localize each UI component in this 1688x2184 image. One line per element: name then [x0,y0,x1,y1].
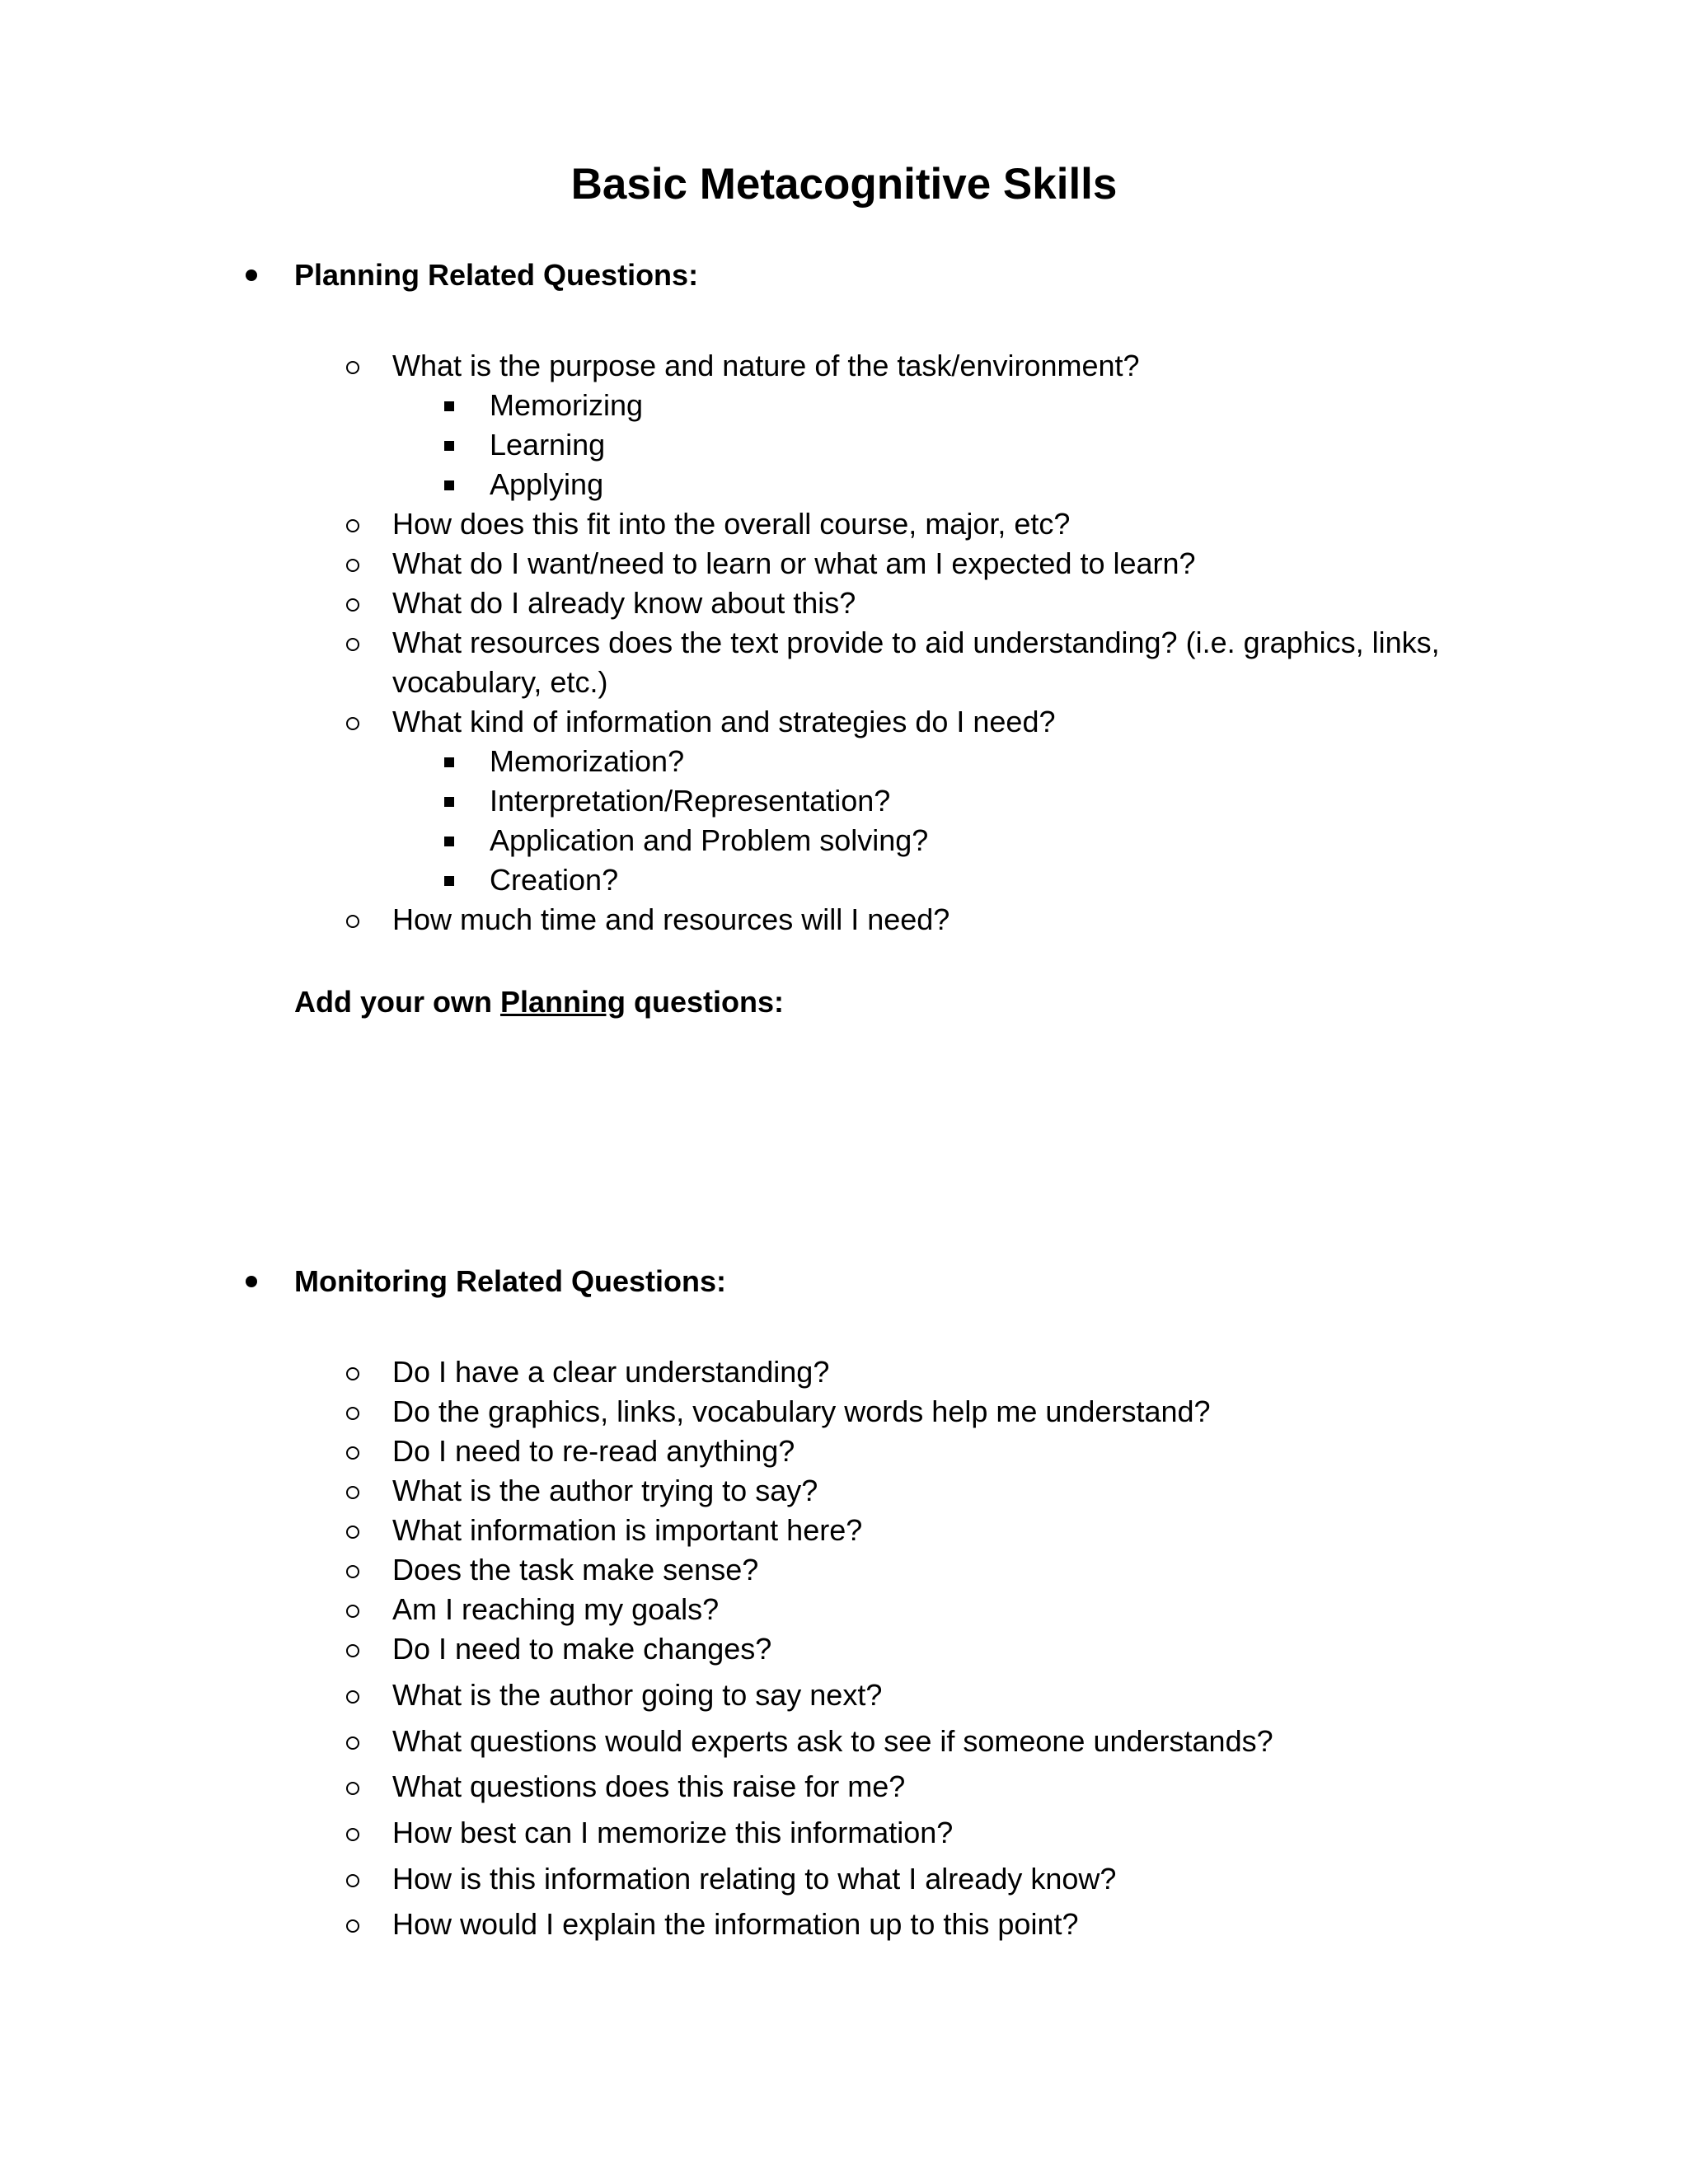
bullet-icon [246,1276,257,1287]
sub-list-item: Learning [0,425,1688,465]
circle-bullet-icon [346,519,359,532]
sub-list-item: Creation? [0,860,1688,900]
circle-bullet-icon [346,1565,359,1578]
square-bullet-icon [444,837,454,846]
list-item: How does this fit into the overall course, major, etc? [0,504,1688,544]
circle-bullet-icon [346,717,359,730]
circle-bullet-icon [346,1605,359,1618]
monitoring-heading: Monitoring Related Questions: [294,1264,727,1298]
bullet-icon [246,269,257,281]
circle-bullet-icon [346,915,359,928]
list-item: What do I already know about this? [0,583,1688,623]
list-item: Do the graphics, links, vocabulary words help me understand? [0,1392,1688,1432]
sub-list-item: Interpretation/Representation? [0,781,1688,821]
sub-list-item: Memorizing [0,386,1688,425]
square-bullet-icon [444,441,454,451]
circle-bullet-icon [346,1919,359,1933]
circle-bullet-icon [346,638,359,651]
list-item: Am I reaching my goals? [0,1590,1688,1629]
list-item-continuation: vocabulary, etc.) [392,665,608,699]
circle-bullet-icon [346,1874,359,1887]
circle-bullet-icon [346,1407,359,1420]
circle-bullet-icon [346,1690,359,1704]
sub-list-item: Applying [0,465,1688,504]
list-item: What information is important here? [0,1511,1688,1550]
list-item: What questions does this raise for me? [0,1767,1688,1807]
list-item: What do I want/need to learn or what am I expected to learn? [0,544,1688,583]
planning-heading: Planning Related Questions: [294,258,699,292]
circle-bullet-icon [346,361,359,374]
sub-list-item: Memorization? [0,742,1688,781]
circle-bullet-icon [346,1446,359,1460]
list-item: Do I have a clear understanding? [0,1352,1688,1392]
square-bullet-icon [444,876,454,886]
square-bullet-icon [444,757,454,767]
list-item: How would I explain the information up to this point? [0,1905,1688,1944]
circle-bullet-icon [346,559,359,572]
list-item: How is this information relating to what I already know? [0,1859,1688,1899]
list-item: What questions would experts ask to see if someone understands? [0,1722,1688,1761]
list-item: How much time and resources will I need? [0,900,1688,940]
page-title: Basic Metacognitive Skills [570,160,1118,209]
sub-list-item: Application and Problem solving? [0,821,1688,860]
circle-bullet-icon [346,1367,359,1380]
list-item: Do I need to re-read anything? [0,1432,1688,1471]
circle-bullet-icon [346,1782,359,1795]
circle-bullet-icon [346,1526,359,1539]
list-item: What is the author going to say next? [0,1675,1688,1715]
list-item: What is the author trying to say? [0,1471,1688,1511]
list-item: What resources does the text provide to aid understanding? (i.e. graphics, links, [0,623,1688,663]
add-own-planning-prompt: Add your own Planning questions: [294,985,784,1019]
circle-bullet-icon [346,1486,359,1499]
square-bullet-icon [444,401,454,411]
square-bullet-icon [444,797,454,807]
list-item: Do I need to make changes? [0,1629,1688,1669]
list-item: Does the task make sense? [0,1550,1688,1590]
list-item: What kind of information and strategies do I need? [0,702,1688,742]
list-item: What is the purpose and nature of the task/environment? [0,346,1688,386]
list-item: How best can I memorize this information? [0,1813,1688,1853]
square-bullet-icon [444,480,454,490]
circle-bullet-icon [346,1644,359,1657]
circle-bullet-icon [346,598,359,612]
circle-bullet-icon [346,1736,359,1750]
circle-bullet-icon [346,1828,359,1841]
